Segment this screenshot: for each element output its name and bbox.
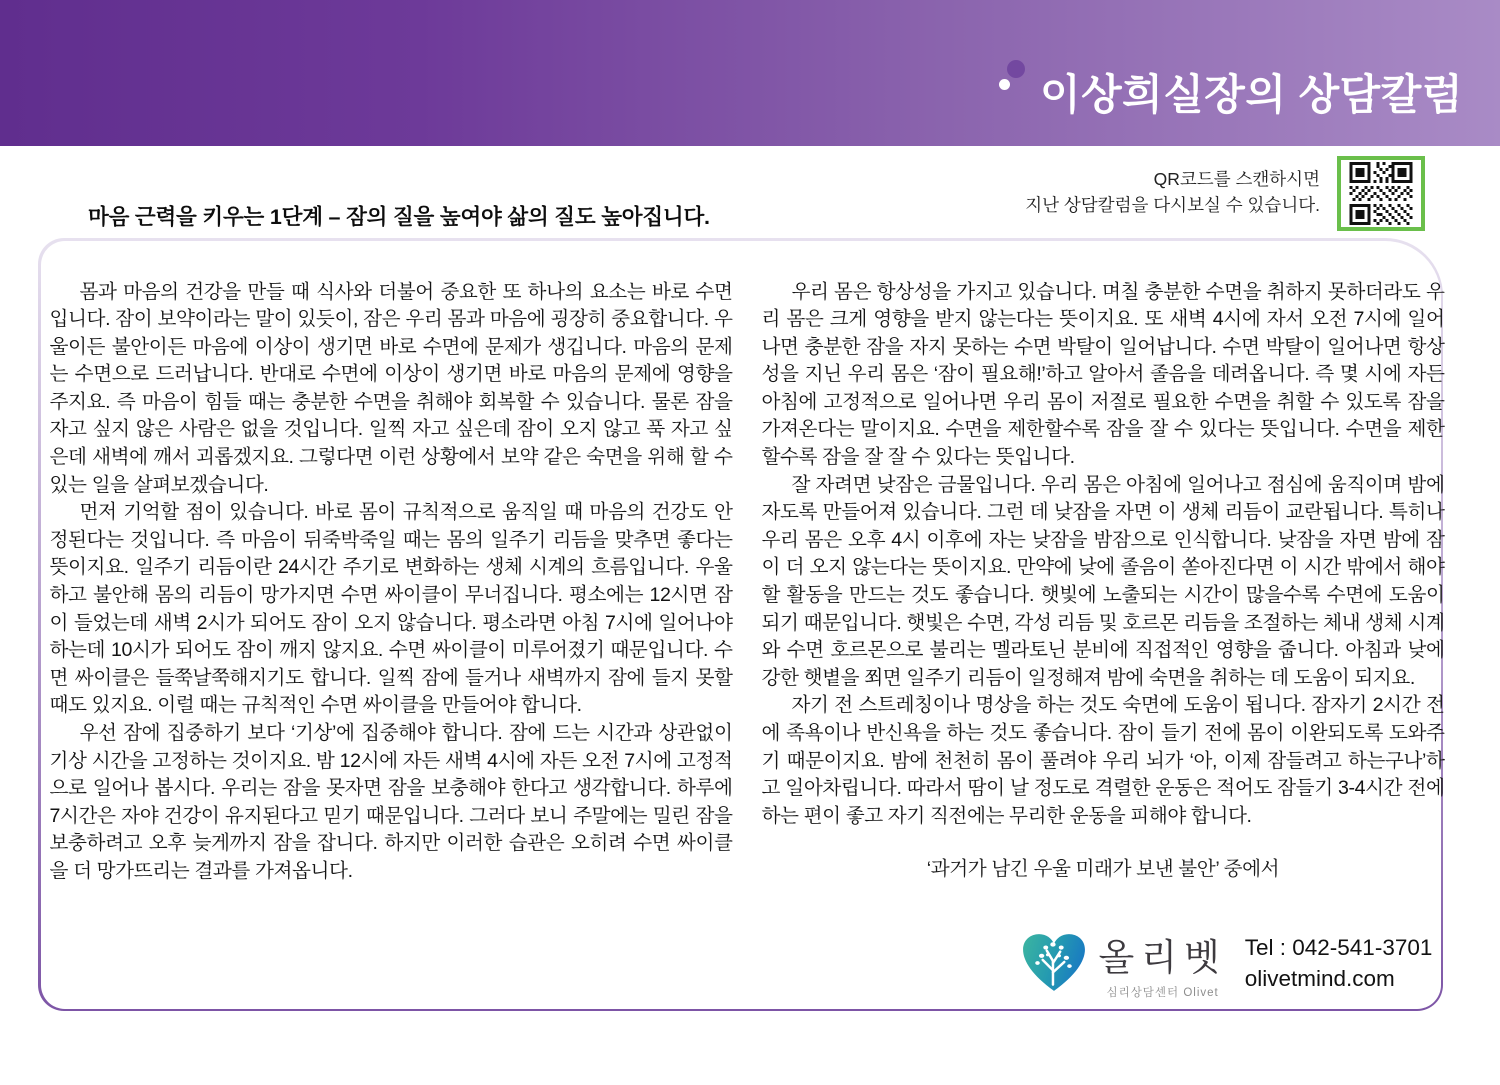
olivet-heart-tree-icon bbox=[1021, 933, 1087, 993]
paragraph: 자기 전 스트레칭이나 명상을 하는 것도 숙면에 도움이 됩니다. 잠자기 2시간 전에 족욕이나 반신욕을 하는 것도 좋습니다. 잠이 들기 전에 몸이 이완되도록 도와주기 때문이지요. 밤에 천천히 몸이 풀려야 우리 뇌가 ‘아, 이제 잠들려고 하는구나’하고 일아차립니다. 따라서 땀이 날 정도로 격렬한 운동은 적어도 잠들기 3-4시간 전에 하는 편이 좋고 자기 직전에는 무리한 운동을 피해야 합니다. bbox=[761, 694, 1445, 827]
phone-number: Tel : 042-541-3701 bbox=[1244, 935, 1433, 960]
qr-instruction bbox=[1025, 166, 1320, 218]
source-citation: ‘과거가 남긴 우울 미래가 보낸 불안’ 중에서 bbox=[926, 858, 1280, 881]
qr-code-pattern bbox=[1343, 162, 1419, 225]
content-panel-border bbox=[38, 238, 1443, 1011]
paragraph: 우리 몸은 항상성을 가지고 있습니다. 며칠 충분한 수면을 취하지 못하더라도 우리 몸은 크게 영향을 받지 않는다는 뜻이지요. 또 새벽 4시에 자서 오전 7시에 일어나면 충분한 잠을 자지 못하는 수면 박탈이 일어납니다. 수면 박탈이 일어나면 항상성을 지닌 우리 몸은 ‘잠이 필요해!’하고 알아서 졸음을 데려옵니다. 즉 몇 시에 자든 아침에 고정적으로 일어나면 우리 몸이 저절로 필요한 수면을 취할 수 있도록 잠을 가져온다는 말이지요. 수면을 제한할수록 잠을 잘 수 있다는 뜻입니다. 수면을 제한할수록 잠을 잘 잘 수 있다는 뜻입니다. bbox=[761, 280, 1445, 469]
brand-block bbox=[1021, 927, 1433, 1000]
qr-instruction-line1: QR코드를 스캔하시면 bbox=[1153, 169, 1320, 189]
content-panel bbox=[41, 241, 1445, 1009]
bullet-dot-purple-icon bbox=[1007, 60, 1025, 78]
paragraph: 몸과 마음의 건강을 만들 때 식사와 더불어 중요한 또 하나의 요소는 바로 수면입니다. 잠이 보약이라는 말이 있듯이, 잠은 우리 몸과 마음에 굉장히 중요합니다. 우울이든 불안이든 마음에 이상이 생기면 바로 수면에 문제가 생깁니다. 마음의 문제는 수면으로 드러납니다. 반대로 수면에 이상이 생기면 바로 마음의 문제에 영향을 주지요. 즉 마음이 힘들 때는 충분한 수면을 취해야 회복할 수 있습니다. 물론 잠을 자고 싶지 않은 사람은 없을 것입니다. 일찍 자고 싶은데 잠이 오지 않고 푹 자고 싶은데 새벽에 깨서 괴롭겠지요. 그렇다면 이런 상황에서 보약 같은 숙면을 위해 할 수 있는 일을 살펴보겠습니다. bbox=[49, 280, 733, 496]
left-text-column bbox=[50, 279, 733, 886]
article-headline: 마음 근력을 키우는 1단계 – 잠의 질을 높여야 삶의 질도 높아집니다. bbox=[88, 205, 710, 229]
logo-name: 올리벳 bbox=[1098, 936, 1227, 978]
bullet-dot-white-icon bbox=[999, 79, 1010, 90]
paragraph: 우선 잠에 집중하기 보다 ‘기상’에 집중해야 합니다. 잠에 드는 시간과 상관없이 기상 시간을 고정하는 것이지요. 밤 12시에 자든 새벽 4시에 자든 오전 7시에 고정적으로 일어나 봅시다. 우리는 잠을 못자면 잠을 보충해야 한다고 생각합니다. 하루에 7시간은 자야 건강이 유지된다고 믿기 때문입니다. 그러다 보니 주말에는 밀린 잠을 보충하려고 오후 늦게까지 잠을 잡니다. 하지만 이러한 습관은 오히려 수면 싸이클을 더 망가뜨리는 결과를 가져옵니다. bbox=[49, 722, 733, 882]
qr-instruction-line2: 지난 상담칼럼을 다시보실 수 있습니다. bbox=[1025, 195, 1320, 215]
right-text-column bbox=[762, 279, 1445, 884]
header-banner bbox=[0, 0, 1500, 146]
logo-subtitle: 심리상담센터 Olivet bbox=[1106, 986, 1219, 999]
qr-code bbox=[1337, 156, 1425, 231]
paragraph: 잘 자려면 낮잠은 금물입니다. 우리 몸은 아침에 일어나고 점심에 움직이며 밤에 자도록 만들어져 있습니다. 그런 데 낮잠을 자면 이 생체 리듬이 교란됩니다. 특히나 우리 몸은 오후 4시 이후에 자는 낮잠을 밤잠으로 인식합니다. 낮잠을 자면 밤에 잠이 더 오지 않는다는 뜻이지요. 만약에 낮에 졸음이 쏟아진다면 이 시간 밖에서 해야 할 활동을 만드는 것도 좋습니다. 햇빛에 노출되는 시간이 많을수록 수면에 도움이 되기 때문입니다. 햇빛은 수면, 각성 리듬 및 호르몬 리듬을 조절하는 체내 생체 시계와 수면 호르몬으로 불리는 멜라토닌 분비에 직접적인 영향을 줍니다. 아침과 낮에 강한 햇볕을 쬐면 일주기 리듬이 일정해져 밤에 숙면을 취하는 데 도움이 되지요. bbox=[761, 473, 1445, 689]
website-url: olivetmind.com bbox=[1244, 966, 1395, 991]
column-banner-title: 이상희실장의 상담칼럼 bbox=[1040, 71, 1463, 118]
paragraph: 먼저 기억할 점이 있습니다. 바로 몸이 규칙적으로 움직일 때 마음의 건강도 안정된다는 것입니다. 즉 마음이 뒤죽박죽일 때는 몸의 일주기 리듬을 맞추면 좋다는 뜻이지요. 일주기 리듬이란 24시간 주기로 변화하는 생체 시계의 흐름입니다. 우울하고 불안해 몸의 리듬이 망가지면 수면 싸이클이 무너집니다. 평소에는 12시면 잠이 들었는데 새벽 2시가 되어도 잠이 오지 않습니다. 평소라면 아침 7시에 일어나야 하는데 10시가 되어도 잠이 깨지 않지요. 수면 싸이클이 미루어졌기 때문입니다. 수면 싸이클은 들쭉날쭉해지기도 합니다. 일찍 잠에 들거나 새벽까지 잠에 들지 못할 때도 있지요. 이럴 때는 규칙적인 수면 싸이클을 만들어야 합니다. bbox=[49, 501, 733, 717]
